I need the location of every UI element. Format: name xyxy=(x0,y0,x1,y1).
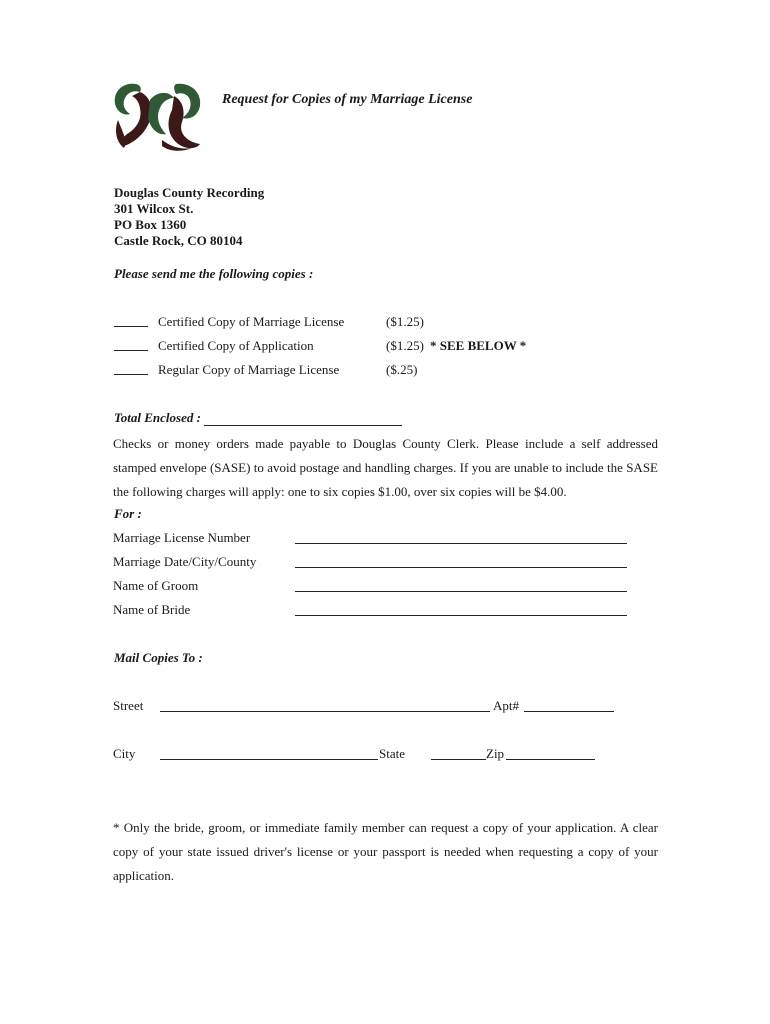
copy-option-row xyxy=(114,338,554,356)
city-label: City xyxy=(113,746,136,761)
field-label: Marriage Date/City/County xyxy=(113,554,257,569)
state-field[interactable] xyxy=(431,759,486,760)
application-footnote: * Only the bride, groom, or immediate family member can request a copy of your application. A clear copy of your state issued driver's license or your passport is needed when requesting a copy of your application. xyxy=(113,820,658,883)
quantity-blank[interactable] xyxy=(114,314,148,327)
zip-field[interactable] xyxy=(506,759,595,760)
copy-price: ($.25) xyxy=(386,362,418,377)
payment-instructions: Checks or money orders made payable to Douglas County Clerk. Please include a self addressed stamped envelope (SASE) to avoid postage and handling charges. If you are unable to include the SASE the following charges will apply: one to six copies $1.00, over six copies will be $4.00. xyxy=(113,436,658,499)
copy-option-row xyxy=(114,314,554,332)
address-line: PO Box 1360 xyxy=(114,217,187,232)
request-heading: Please send me the following copies : xyxy=(114,266,314,281)
marriage-license-number-field[interactable] xyxy=(295,543,627,544)
state-label: State xyxy=(379,746,405,761)
total-amount-field[interactable] xyxy=(204,413,402,426)
street-field[interactable] xyxy=(160,711,490,712)
bride-name-field[interactable] xyxy=(295,615,627,616)
copy-label: Certified Copy of Application xyxy=(158,338,314,353)
groom-name-field[interactable] xyxy=(295,591,627,592)
zip-label: Zip xyxy=(486,746,505,761)
copy-label: Certified Copy of Marriage License xyxy=(158,314,345,329)
copy-price: ($1.25) xyxy=(386,338,424,353)
address-line: Castle Rock, CO 80104 xyxy=(114,233,243,248)
city-field[interactable] xyxy=(160,759,378,760)
see-below-note: * SEE BELOW * xyxy=(430,338,527,353)
marriage-date-city-county-field[interactable] xyxy=(295,567,627,568)
copy-price: ($1.25) xyxy=(386,314,424,329)
field-label: Name of Bride xyxy=(113,602,191,617)
address-line: 301 Wilcox St. xyxy=(114,201,194,216)
apt-field[interactable] xyxy=(524,711,614,712)
quantity-blank[interactable] xyxy=(114,338,148,351)
address-line: Douglas County Recording xyxy=(114,185,265,200)
field-label: Name of Groom xyxy=(113,578,199,593)
apt-label: Apt# xyxy=(493,698,519,713)
field-label: Marriage License Number xyxy=(113,530,251,545)
total-label: Total Enclosed : xyxy=(114,410,201,425)
for-heading: For : xyxy=(114,506,142,521)
mail-heading: Mail Copies To : xyxy=(114,650,203,665)
form-title: Request for Copies of my Marriage License xyxy=(222,92,473,107)
quantity-blank[interactable] xyxy=(114,362,148,375)
total-enclosed xyxy=(114,410,402,426)
street-label: Street xyxy=(113,698,144,713)
copy-label: Regular Copy of Marriage License xyxy=(158,362,340,377)
interlocking-ribbon-logo xyxy=(110,80,205,152)
recording-office-address xyxy=(114,185,264,249)
copy-option-row xyxy=(114,362,554,380)
